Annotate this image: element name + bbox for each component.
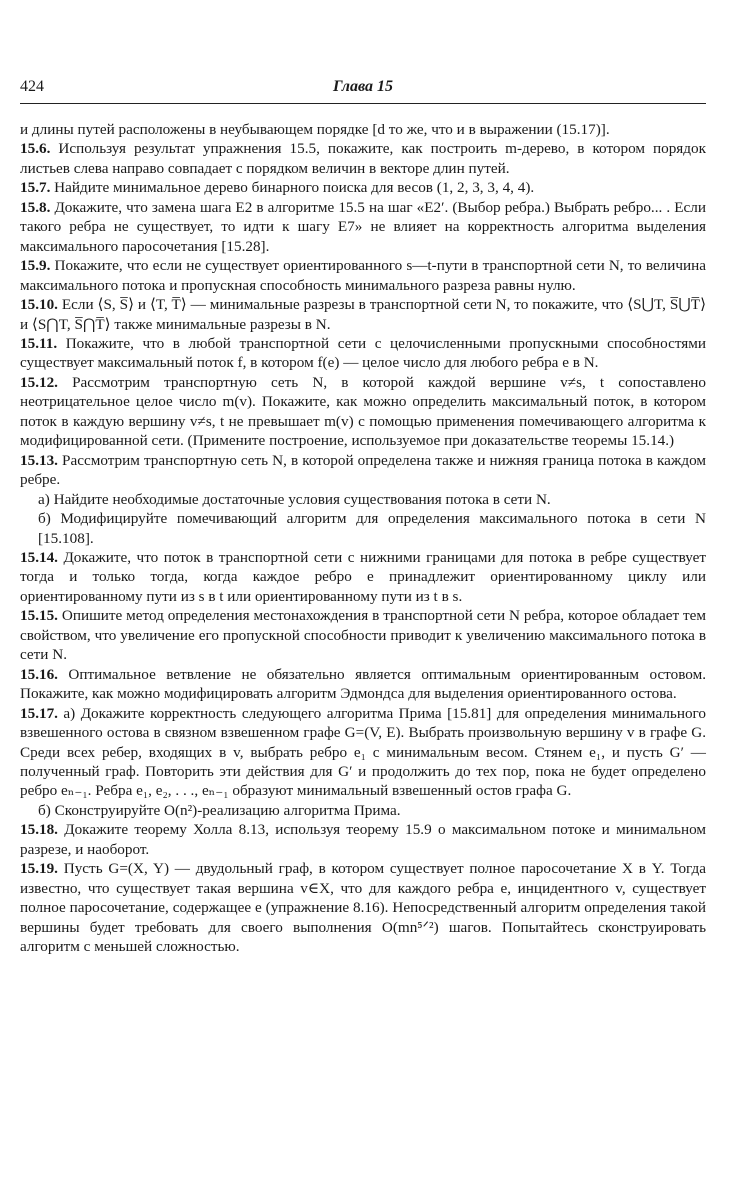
exercise-15-6: [20, 139, 706, 178]
exercise-15-13-a: [20, 490, 706, 509]
exercise-text: б) Сконструируйте O(n²)-реализацию алгоритма Прима.: [38, 801, 401, 819]
exercise-15-7: [20, 178, 706, 197]
exercise-number: 15.10.: [20, 296, 58, 314]
chapter-title: Глава 15: [332, 78, 394, 95]
exercise-number: 15.7.: [20, 179, 51, 197]
exercise-text: Докажите теорему Холла 8.13, используя теорему 15.9 о максимальном потоке и минимальном разрезе, и наоборот.: [20, 821, 706, 858]
exercise-15-14: [20, 548, 706, 606]
exercise-15-17-b: [20, 801, 706, 820]
exercise-text: Покажите, что в любой транспортной сети с целочисленными пропускными способностями существует максимальный поток f, в котором f(e) — целое число для любого ребра e в N.: [20, 334, 706, 372]
exercise-number: 15.11.: [20, 334, 58, 352]
exercise-15-17: [20, 704, 706, 801]
exercise-15-8: [20, 198, 706, 256]
exercise-number: 15.17.: [20, 704, 58, 722]
exercise-number: 15.8.: [20, 198, 51, 216]
exercise-15-11: [20, 334, 706, 373]
exercise-15-15: [20, 606, 706, 664]
exercise-number: 15.15.: [20, 607, 58, 625]
exercise-15-13-b: [20, 509, 706, 548]
exercise-number: 15.12.: [20, 373, 58, 391]
exercise-15-18: [20, 820, 706, 859]
exercise-number: 15.16.: [20, 665, 58, 683]
exercise-text: Оптимальное ветвление не обязательно является оптимальным ориентированным остовом. Покажите, как можно модифицировать алгоритм Эдмондса для выделения ориентированного остова.: [20, 665, 706, 703]
paragraph-continuation: [20, 120, 706, 139]
exercise-15-12: [20, 373, 706, 451]
exercise-number: 15.14.: [20, 548, 58, 566]
exercise-number: 15.13.: [20, 451, 58, 469]
exercise-number: 15.9.: [20, 257, 51, 275]
page-number: 424: [20, 78, 44, 95]
exercise-text: Используя результат упражнения 15.5, покажите, как построить m-дерево, в котором порядок листьев слева направо совпадает с порядком величин в векторе длин путей.: [20, 140, 706, 177]
exercise-text: Рассмотрим транспортную сеть N, в которой определена также и нижняя граница потока в каждом ребре.: [20, 451, 706, 489]
exercise-15-13: [20, 451, 706, 490]
exercise-list: [20, 120, 706, 956]
exercise-number: 15.18.: [20, 821, 58, 839]
header-rule: [20, 103, 706, 104]
exercise-text: Пусть G=(X, Y) — двудольный граф, в котором существует полное паросочетание X в Y. Тогда известно, что существует такая вершина v∈X, что для каждого ребра e, инцидентного v, существует полное паросочетание, содержащее e (упражнение 8.16). Непосредственный алгоритм определения такой вершины будет требовать для своего выполнения O(mn⁵ᐟ²) шагов. Попытайтесь сконструировать алгоритм с меньшей сложностью.: [20, 860, 706, 956]
exercise-15-9: [20, 256, 706, 295]
exercise-text: а) Найдите необходимые достаточные условия существования потока в сети N.: [38, 490, 551, 508]
exercise-text: Опишите метод определения местонахождения в транспортной сети N ребра, которое обладает тем свойством, что увеличение его пропускной способности приводит к увеличению максимального потока в сети N.: [20, 607, 706, 664]
exercise-text: Рассмотрим транспортную сеть N, в которой каждой вершине v≠s, t сопоставлено неотрицательное целое число m(v). Покажите, как можно определить максимальный поток, в котором поток в каждую вершину v≠s, t не превышает m(v) с помощью применения помечивающего алгоритма к модифицированной сети. (Примените построение, используемое при доказательстве теоремы 15.14.): [20, 373, 706, 450]
exercise-text: Найдите минимальное дерево бинарного поиска для весов (1, 2, 3, 3, 4, 4).: [50, 179, 535, 197]
exercise-15-19: [20, 859, 706, 956]
exercise-number: 15.19.: [20, 860, 58, 878]
page-header: [20, 78, 706, 102]
exercise-text: б) Модифицируйте помечивающий алгоритм для определения максимального потока в сети N [15.108].: [38, 510, 706, 547]
exercise-15-16: [20, 665, 706, 704]
exercise-text: Если ⟨S, S̅⟩ и ⟨T, T̅⟩ — минимальные разрезы в транспортной сети N, то покажите, что ⟨S⋃T, S̅⋃T̅⟩ и ⟨S⋂T, S̅⋂T̅⟩ также минимальные разрезы в N.: [20, 296, 706, 333]
exercise-text: а) Докажите корректность следующего алгоритма Прима [15.81] для определения минимального взвешенного остова в связном взвешенном графе G=(V, E). Выбрать произвольную вершину v в графе G. Среди всех ребер, входящих в v, выбрать ребро e₁ с минимальным весом. Стянем e₁, и пусть G′ — полученный граф. Повторить эти действия для G′ и продолжить до тех пор, пока не будет определено ребро eₙ₋₁. Ребра e₁, e₂, . . ., eₙ₋₁ образуют минимальный взвешенный остов графа G.: [20, 704, 706, 800]
exercise-text: Докажите, что поток в транспортной сети с нижними границами для потока в ребре существует тогда и только тогда, когда каждое ребро e принадлежит ориентированному циклу или ориентированному пути из s в t или ориентированному пути из t в s.: [20, 548, 706, 605]
exercise-number: 15.6.: [20, 140, 51, 158]
paragraph-text: и длины путей расположены в неубывающем порядке [d то же, что и в выражении (15.17)].: [20, 121, 610, 138]
exercise-text: Докажите, что замена шага E2 в алгоритме 15.5 на шаг «E2′. (Выбор ребра.) Выбрать ребро... . Если такого ребра не существует, то идти к шагу E7» не влияет на корректность алгоритма выделения максимального паросочетания [15.28].: [20, 198, 706, 255]
exercise-15-10: [20, 295, 706, 334]
exercise-text: Покажите, что если не существует ориентированного s—t-пути в транспортной сети N, то величина максимального потока и пропускная способность минимального разреза равны нулю.: [20, 257, 706, 294]
